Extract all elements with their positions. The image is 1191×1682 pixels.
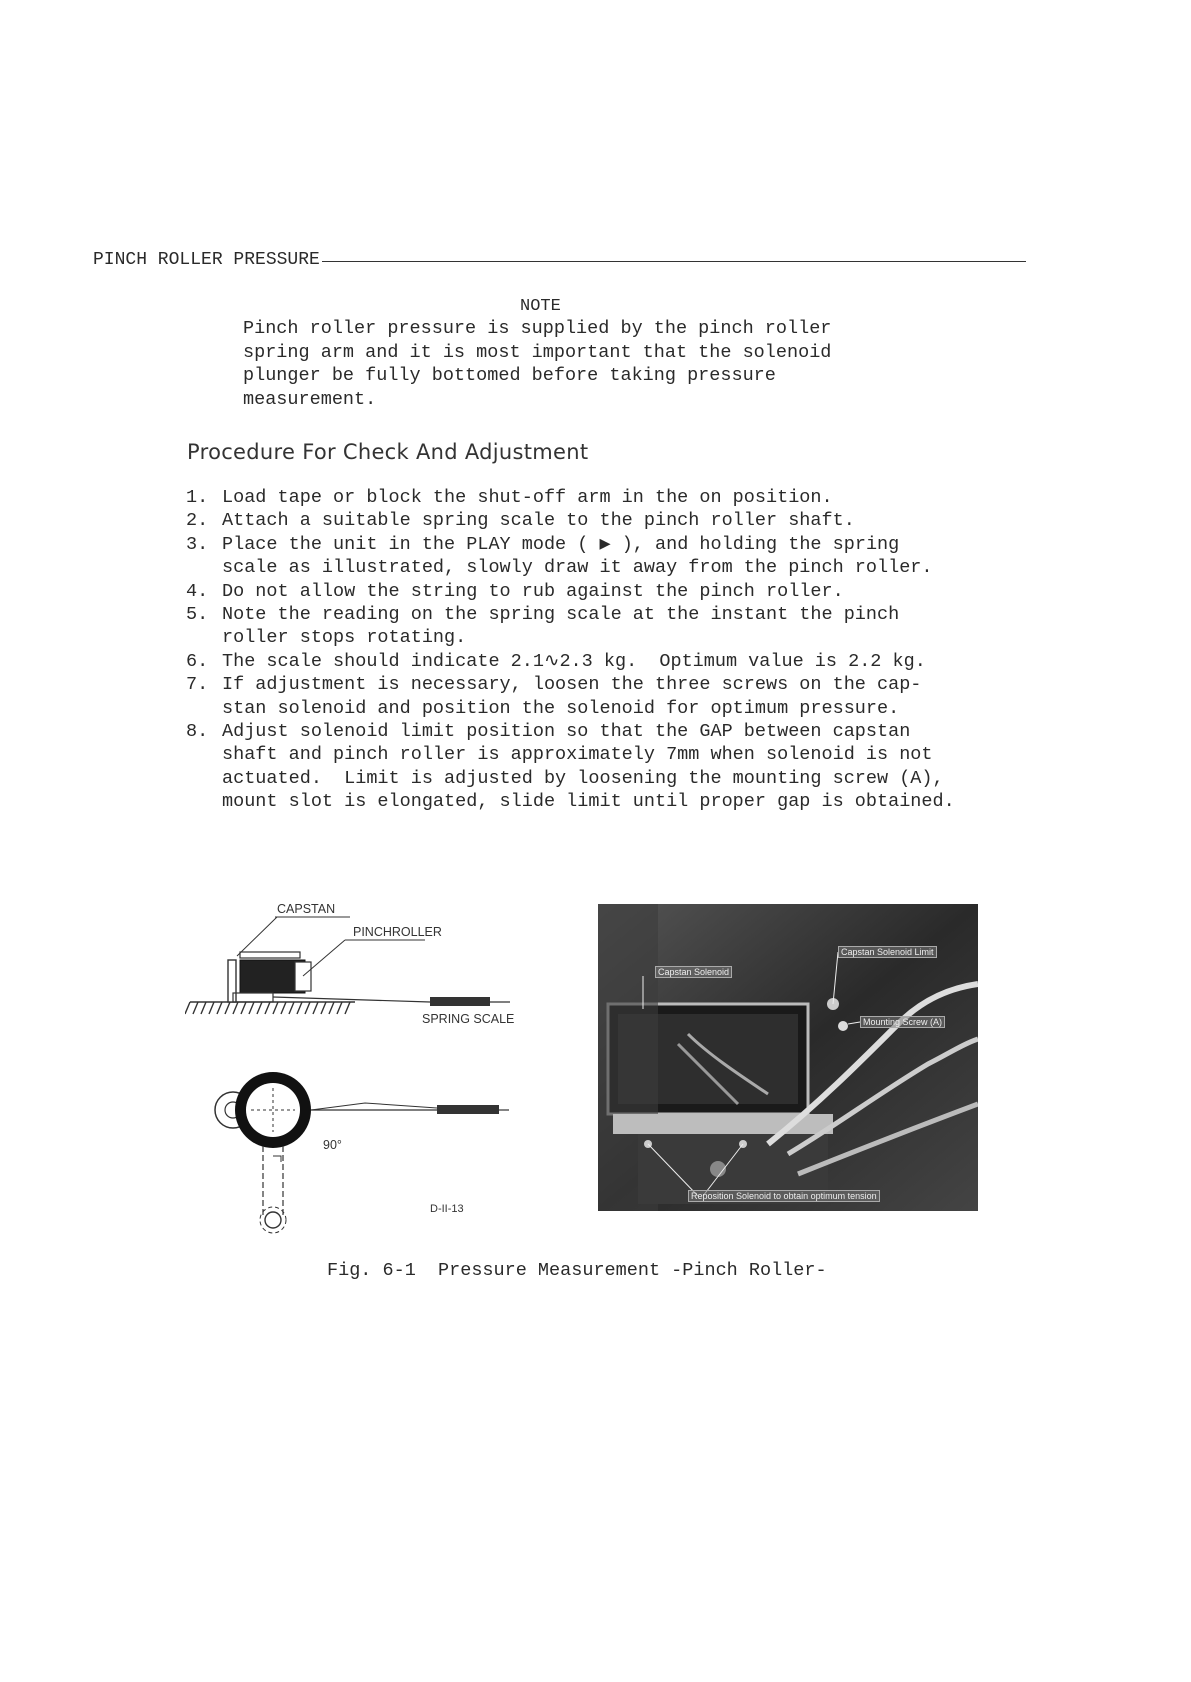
drawing-code-label: D-II-13	[430, 1203, 464, 1215]
step-2	[186, 509, 1006, 532]
reposition-solenoid-tag: Reposition Solenoid to obtain optimum tension	[688, 1190, 880, 1202]
step-number: 8.	[186, 721, 209, 743]
procedure-steps	[186, 486, 1006, 814]
note-line: plunger be fully bottomed before taking pressure	[243, 365, 776, 386]
step-text: actuated. Limit is adjusted by loosening the mounting screw (A),	[222, 767, 944, 789]
step-text: Adjust solenoid limit position so that the GAP between capstan	[222, 721, 911, 743]
capstan-post	[228, 960, 236, 1002]
step-6	[186, 650, 1006, 673]
step-text: mount slot is elongated, slide limit until proper gap is obtained.	[222, 791, 955, 813]
note-line: spring arm and it is most important that the solenoid	[243, 341, 832, 363]
step-text: Place the unit in the PLAY mode ( ▶ ), and holding the spring	[222, 533, 900, 555]
step-text: scale as illustrated, slowly draw it away from the pinch roller.	[222, 557, 933, 579]
section-header	[93, 250, 1026, 270]
note-title: NOTE	[520, 297, 561, 316]
step-text: shaft and pinch roller is approximately 7mm when solenoid is not	[222, 744, 933, 766]
step-7	[186, 673, 1006, 720]
diagram-drawing	[185, 898, 525, 1238]
step-text: roller stops rotating.	[222, 627, 467, 649]
pinchroller-label: PINCHROLLER	[353, 925, 442, 939]
mounting-screw-tag: Mounting Screw (A)	[860, 1016, 945, 1028]
spring-scale	[430, 997, 490, 1006]
step-number: 2.	[186, 510, 209, 532]
note-line: measurement.	[243, 388, 377, 410]
step-text: stan solenoid and position the solenoid for optimum pressure.	[222, 697, 900, 719]
step-text: Attach a suitable spring scale to the pinch roller shaft.	[222, 510, 855, 532]
step-number: 3.	[186, 533, 209, 555]
step-text: The scale should indicate 2.1∿2.3 kg. Optimum value is 2.2 kg.	[222, 650, 926, 672]
step-number: 6.	[186, 650, 209, 672]
step-number: 7.	[186, 674, 209, 696]
spring-scale-label: SPRING SCALE	[422, 1012, 515, 1026]
note-body	[243, 317, 883, 411]
step-number: 5.	[186, 604, 209, 626]
pinch-roller-diagram	[185, 898, 525, 1238]
capstan-label: CAPSTAN	[277, 902, 336, 916]
solenoid-photo	[598, 904, 978, 1211]
step-text: Note the reading on the spring scale at the instant the pinch	[222, 604, 900, 626]
step-number: 4.	[186, 580, 209, 602]
note-line: Pinch roller pressure is supplied by the pinch roller	[243, 318, 832, 339]
string-line	[273, 997, 430, 1002]
header-rule	[322, 261, 1026, 262]
step-text: Do not allow the string to rub against the pinch roller.	[222, 580, 844, 602]
figure-caption: Fig. 6-1 Pressure Measurement -Pinch Roller-	[327, 1260, 827, 1281]
step-text: Load tape or block the shut-off arm in the on position.	[222, 487, 833, 508]
capstan-solenoid-limit-tag: Capstan Solenoid Limit	[838, 946, 937, 958]
step-4	[186, 580, 1006, 603]
step-3	[186, 533, 1006, 580]
step-text: If adjustment is necessary, loosen the three screws on the cap-	[222, 674, 922, 696]
step-5	[186, 603, 1006, 650]
step-number: 1.	[186, 487, 209, 508]
step-8	[186, 720, 1006, 814]
step-1	[186, 486, 1006, 509]
section-title: PINCH ROLLER PRESSURE	[93, 250, 320, 270]
procedure-title: Procedure For Check And Adjustment	[187, 440, 589, 464]
angle-label: 90°	[323, 1138, 342, 1152]
capstan-solenoid-tag: Capstan Solenoid	[655, 966, 732, 978]
base-plate	[185, 1002, 355, 1014]
